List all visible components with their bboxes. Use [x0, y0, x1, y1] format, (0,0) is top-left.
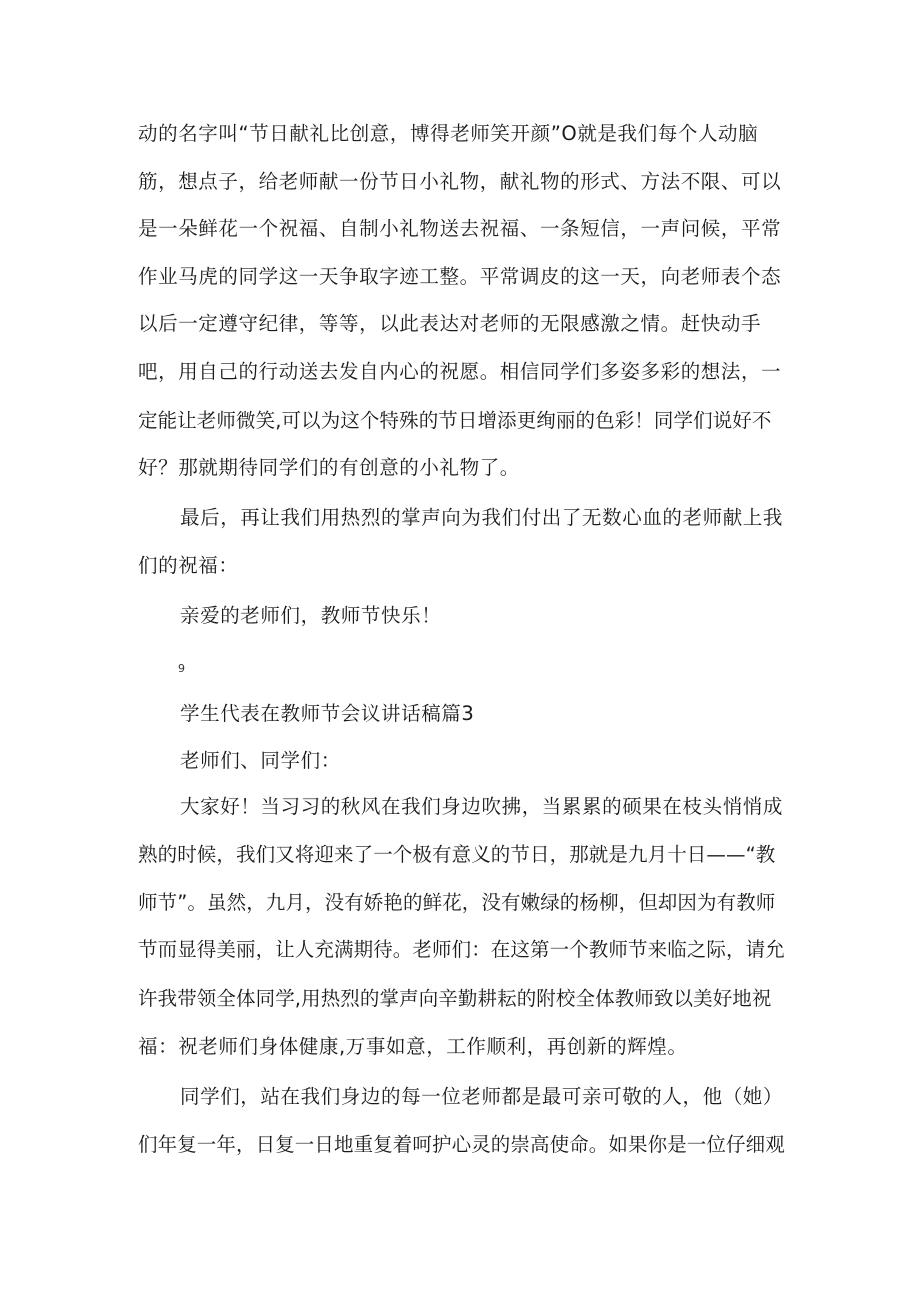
body-text-line: 节而显得美丽，让人充满期待。老师们：在这第一个教师节来临之际，请允 — [138, 938, 785, 961]
paragraph-first-line: 最后，再让我们用热烈的掌声向为我们付出了无数心血的老师献上我 — [180, 506, 784, 529]
body-text-line: 们年复一年，日复一日地重复着呵护心灵的崇高使命。如果你是一位仔细观 — [138, 1133, 785, 1156]
body-text-line: 定能让老师微笑,可以为这个特殊的节日增添更绚丽的色彩！同学们说好不 — [138, 409, 772, 432]
body-text-line: 作业马虎的同学这一天争取字迹工整。平常调皮的这一天，向老师表个态 — [138, 265, 782, 288]
body-text-line: 福：祝老师们身体健康,万事如意，工作顺利，再创新的辉煌。 — [138, 1035, 688, 1058]
body-text-line: 筋，想点子，给老师献一份节日小礼物，献礼物的形式、方法不限、可以 — [138, 170, 782, 193]
section-heading: 学生代表在教师节会议讲话稿篇3 — [180, 702, 475, 725]
body-text-line: 动的名字叫“节日献礼比创意，博得老师笑开颜”O就是我们每个人动脑 — [138, 122, 759, 145]
body-text-line: 以后一定遵守纪律，等等，以此表达对老师的无限感激之情。赶快动手 — [138, 312, 762, 335]
paragraph-first-line: 同学们，站在我们身边的每一位老师都是最可亲可敬的人，他（她） — [180, 1085, 784, 1108]
body-text-line: 们的祝福： — [138, 554, 239, 577]
salutation-line: 老师们、同学们： — [180, 749, 341, 772]
body-text-line: 师节”。虽然，九月，没有娇艳的鲜花，没有嫩绿的杨柳，但却因为有教师 — [138, 891, 776, 914]
greeting-line: 亲爱的老师们，教师节快乐！ — [180, 604, 442, 627]
body-text-line: 吧，用自己的行动送去发自内心的祝愿。相信同学们多姿多彩的想法，一 — [138, 360, 782, 383]
body-text-line: 是一朵鲜花一个祝福、自制小礼物送去祝福、一条短信，一声问候，平常 — [138, 217, 782, 240]
body-text-line: 好？那就期待同学们的有创意的小礼物了。 — [138, 456, 520, 479]
stray-mark: 9 — [178, 662, 185, 675]
paragraph-first-line: 大家好！当习习的秋风在我们身边吹拂，当累累的硕果在枝头悄悄成 — [180, 795, 784, 818]
body-text-line: 熟的时候，我们又将迎来了一个极有意义的节日，那就是九月十日——“教 — [138, 843, 776, 866]
body-text-line: 许我带领全体同学,用热烈的掌声向辛勤耕耘的附校全体教师致以美好地祝 — [138, 987, 772, 1010]
